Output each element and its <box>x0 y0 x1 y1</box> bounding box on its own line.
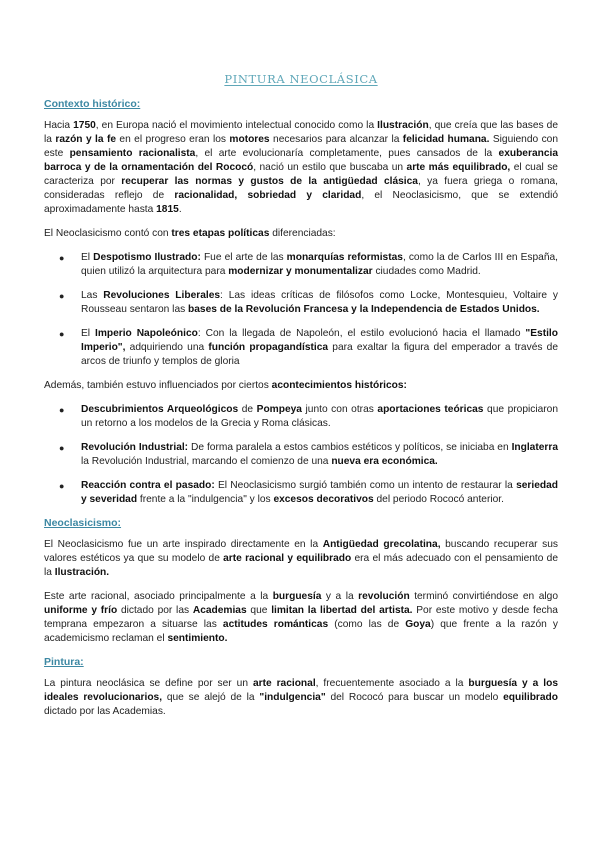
bold-text: arte racional y equilibrado <box>223 553 352 564</box>
bold-text: felicidad humana. <box>402 134 490 145</box>
bold-text: burguesía y a los ideales revolucionarios, <box>44 678 558 703</box>
bold-text: modernizar y monumentalizar <box>228 266 373 277</box>
bold-text: revolución <box>358 591 410 602</box>
bold-text: "Estilo Imperio", <box>81 328 558 353</box>
bold-text: Ilustración <box>377 120 429 131</box>
bold-text: aportaciones teóricas <box>377 404 484 415</box>
bold-text: razón y la fe <box>55 134 117 145</box>
bold-text: recuperar las normas y gustos de la antigüedad clásica <box>121 176 418 187</box>
bold-text: función propagandística <box>208 342 329 353</box>
paragraph-acontecimientos-intro: Además, también estuvo influenciados por ciertos acontecimientos históricos: <box>44 380 407 391</box>
bold-text: acontecimientos históricos: <box>271 380 407 391</box>
paragraph-etapas-intro: El Neoclasicismo contó con tres etapas políticas diferenciadas: <box>44 228 336 239</box>
bullet-icon: ● <box>59 481 65 491</box>
bullet-icon: ● <box>59 291 65 301</box>
bold-text: sentimiento. <box>167 633 228 644</box>
list-item-revoluciones-liberales: ● Las Revoluciones Liberales: Las ideas críticas de filósofos como Locke, Montesquieu, Voltaire y Rousseau sentaron las bases de la Revolución Francesa y la Independencia de Estados Unidos. <box>59 290 558 315</box>
bold-text: "indulgencia" <box>259 692 326 703</box>
bold-text: Antigüedad grecolatina, <box>322 539 441 550</box>
bold-text: burguesía <box>272 591 322 602</box>
list-item-imperio-napoleonico: ● El Imperio Napoleónico: Con la llegada de Napoleón, el estilo evolucionó hacia el llamado "Estilo Imperio", adquiriendo una función propagandística para exaltar la figura del emperador a través de arcos de triunfo y templos de gloria <box>59 328 559 367</box>
bold-text: exuberancia barroca y de la ornamentación del Rococó <box>44 148 558 173</box>
bold-text: 1815 <box>156 204 179 215</box>
list-item-revolucion-industrial: ● Revolución Industrial: De forma paralela a estos cambios estéticos y políticos, se iniciaba en Inglaterra la Revolución Industrial, marcando el comienzo de una nueva era económica. <box>59 442 558 467</box>
heading-neoclasicismo: Neoclasicismo: <box>44 517 122 529</box>
page-title: PINTURA NEOCLÁSICA <box>224 72 378 86</box>
bold-text: Descubrimientos Arqueológicos <box>81 404 239 415</box>
bold-text: pensamiento racionalista <box>69 148 196 159</box>
bold-text: Revoluciones Liberales <box>103 290 221 301</box>
bullet-icon: ● <box>59 405 65 415</box>
bold-text: Inglaterra <box>511 442 558 453</box>
list-item-despotismo: ● El Despotismo Ilustrado: Fue el arte de las monarquías reformistas, como la de Carlos III en España, quien utilizó la arquitectura para modernizar y monumentalizar ciudades como Madrid. <box>59 252 559 277</box>
bold-text: tres etapas políticas <box>171 228 270 239</box>
bold-text: Imperio Napoleónico <box>94 328 198 339</box>
document-page <box>44 72 558 729</box>
list-acontecimientos <box>44 403 558 507</box>
bold-text: equilibrado <box>503 692 558 703</box>
bold-text: Academias <box>192 605 247 616</box>
list-etapas-politicas <box>44 251 558 369</box>
bold-text: Reacción contra el pasado: <box>81 480 215 491</box>
bold-text: seriedad y severidad <box>81 480 558 505</box>
list-item-descubrimientos: ● Descubrimientos Arqueológicos de Pompeya junto con otras aportaciones teóricas que propiciaron un retorno a los modelos de la Grecia y Roma clásicas. <box>59 404 559 429</box>
bullet-icon: ● <box>59 443 65 453</box>
bold-text: Goya <box>405 619 431 630</box>
bold-text: arte más equilibrado, <box>406 162 511 173</box>
paragraph-neoclasicismo-1: El Neoclasicismo fue un arte inspirado directamente en la Antigüedad grecolatina, buscando recuperar sus valores estéticos ya que su modelo de arte racional y equilibrado era el más adecuado con el pensamiento de la Ilustración. <box>44 539 558 578</box>
bold-text: 1750 <box>73 120 96 131</box>
paragraph-neoclasicismo-2: Este arte racional, asociado principalmente a la burguesía y a la revolución terminó convirtiéndose en algo uniforme y frío dictado por las Academias que limitan la libertad del artista. Por este motivo y desde fecha temprana empezaron a situarse las actitudes románticas (como las de Goya) que frente a la razón y academicismo reclaman el sentimiento. <box>44 591 558 644</box>
bold-text: Revolución Industrial: <box>81 442 189 453</box>
bold-text: monarquías reformistas <box>286 252 403 263</box>
bold-text: uniforme y frío <box>44 605 118 616</box>
bullet-icon: ● <box>59 329 65 339</box>
bold-text: actitudes románticas <box>222 619 329 630</box>
bold-text: motores <box>229 134 270 145</box>
bold-text: excesos decorativos <box>273 494 374 505</box>
list-item-reaccion-pasado: ● Reacción contra el pasado: El Neoclasicismo surgió también como un intento de restaurar la seriedad y severidad frente a la "indulgencia" y los excesos decorativos del periodo Rococó anterior. <box>59 480 558 505</box>
bold-text: arte racional <box>252 678 316 689</box>
bold-text: Despotismo Ilustrado: <box>93 252 201 263</box>
paragraph-pintura-1: La pintura neoclásica se define por ser un arte racional, frecuentemente asociado a la burguesía y a los ideales revolucionarios, que se alejó de la "indulgencia" del Rococó para buscar un modelo equilibrado dictado por las Academias. <box>44 678 558 717</box>
bold-text: bases de la Revolución Francesa y la Independencia de Estados Unidos. <box>188 304 540 315</box>
bold-text: limitan la libertad del artista. <box>271 605 413 616</box>
bold-text: Ilustración. <box>54 567 110 578</box>
bold-text: nueva era económica. <box>331 456 438 467</box>
heading-pintura: Pintura: <box>44 656 84 668</box>
bold-text: Pompeya <box>256 404 302 415</box>
bold-text: racionalidad, sobriedad y claridad <box>174 190 362 201</box>
bullet-icon: ● <box>59 253 65 263</box>
heading-contexto-historico: Contexto histórico: <box>44 98 141 110</box>
paragraph-contexto-intro: Hacia 1750, en Europa nació el movimiento intelectual conocido como la Ilustración, que creía que las bases de la razón y la fe en el progreso eran los motores necesarios para alcanzar la felicidad humana. Siguiendo con este pensamiento racionalista, el arte evolucionaría completamente, pues cansados de la exuberancia barroca y de la ornamentación del Rococó, nació un estilo que buscaba un arte más equilibrado, el cual se caracteriza por recuperar las normas y gustos de la antigüedad clásica, ya fuera griega o romana, consideradas reflejo de racionalidad, sobriedad y claridad, el Neoclasicismo, que se extendió aproximadamente hasta 1815. <box>44 120 559 215</box>
